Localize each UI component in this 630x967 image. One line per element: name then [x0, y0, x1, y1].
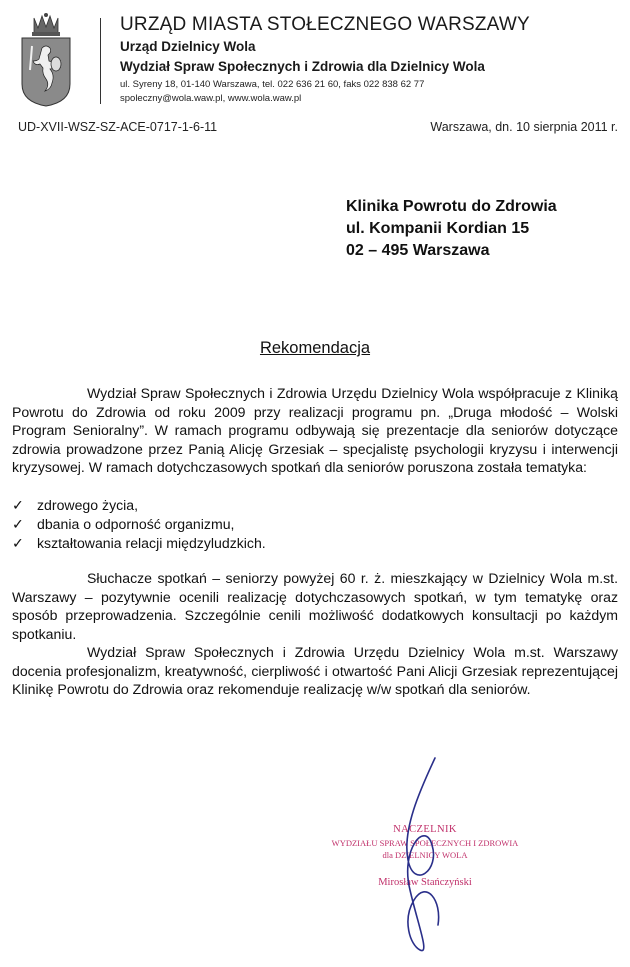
- checkmark-icon: ✓: [12, 516, 24, 532]
- paragraph-recommendation: [12, 643, 618, 699]
- recipient-name: Klinika Powrotu do Zdrowia: [346, 198, 557, 215]
- office-contact: spoleczny@wola.waw.pl, www.wola.waw.pl: [120, 93, 302, 104]
- recipient-block: [346, 196, 557, 262]
- recipient-city: 02 – 495 Warszawa: [346, 242, 490, 259]
- letterhead-divider: [100, 18, 101, 104]
- stamp-signatory-name: Mirosław Stańczyński: [378, 877, 472, 888]
- stamp-department: WYDZIAŁU SPRAW SPOŁECZNYCH I ZDROWIA: [331, 838, 519, 848]
- document-title: Rekomendacja: [259, 339, 371, 357]
- paragraph-recommendation-text: Wydział Spraw Społecznych i Zdrowia Urzędu Dzielnicy Wola m.st. Warszawy docenia profesjonalizm, kreatywność, cierpliwość i otwartość Pani Alicji Grzesiak reprezentującej Klinikę Powrotu do Zdrowia oraz rekomenduje realizację w/w spotkań dla seniorów.: [12, 644, 618, 698]
- topic-text: kształtowania relacji międzyludzkich.: [37, 535, 266, 551]
- checkmark-icon: ✓: [12, 535, 24, 551]
- city-office-name: URZĄD MIASTA STOŁECZNEGO WARSZAWY: [120, 14, 530, 35]
- reference-number: UD-XVII-WSZ-SZ-ACE-0717-1-6-11: [18, 120, 218, 134]
- list-item: [12, 534, 266, 553]
- stamp-title: NACZELNIK: [393, 824, 457, 835]
- paragraph-feedback: [12, 569, 618, 643]
- district-office-name: Urząd Dzielnicy Wola: [120, 39, 256, 54]
- handwritten-signature: [380, 750, 470, 960]
- list-item: [12, 496, 266, 515]
- paragraph-feedback-text: Słuchacze spotkań – seniorzy powyżej 60 r. ż. mieszkający w Dzielnicy Wola m.st. Warszawy – pozytywnie ocenili realizację dotychczasowych spotkań, w tym tematykę oraz sposób przeprowadzenia. Szczególnie cenili możliwość dodatkowych konsultacji po każdym spotkaniu.: [12, 570, 618, 642]
- topic-text: zdrowego życia,: [37, 497, 139, 513]
- topic-text: dbania o odporność organizmu,: [37, 516, 235, 532]
- paragraph-intro: [12, 384, 618, 477]
- department-name: Wydział Spraw Społecznych i Zdrowia dla Dzielnicy Wola: [120, 59, 485, 74]
- topics-list: [12, 496, 266, 553]
- date-line: Warszawa, dn. 10 sierpnia 2011 r.: [430, 120, 618, 134]
- paragraph-intro-text: Wydział Spraw Społecznych i Zdrowia Urzędu Dzielnicy Wola współpracuje z Kliniką Powrotu do Zdrowia od roku 2009 przy realizacji programu pn. „Druga młodość – Wolski Program Senioralny”. W ramach programu odbywają się prezentacje dla seniorów dotyczące zdrowia prowadzone przez Panią Alicję Grzesiak – specjalistę psychologii kryzysu i interwencji kryzysowej. W ramach dotychczasowych spotkań dla seniorów poruszona została tematyka:: [12, 385, 618, 476]
- stamp-district: dla DZIELNICY WOLA: [382, 850, 468, 860]
- warsaw-coat-of-arms-icon: [20, 12, 72, 107]
- recipient-street: ul. Kompanii Kordian 15: [346, 220, 530, 237]
- office-address: ul. Syreny 18, 01-140 Warszawa, tel. 022 636 21 60, faks 022 838 62 77: [120, 79, 425, 90]
- checkmark-icon: ✓: [12, 497, 24, 513]
- list-item: [12, 515, 266, 534]
